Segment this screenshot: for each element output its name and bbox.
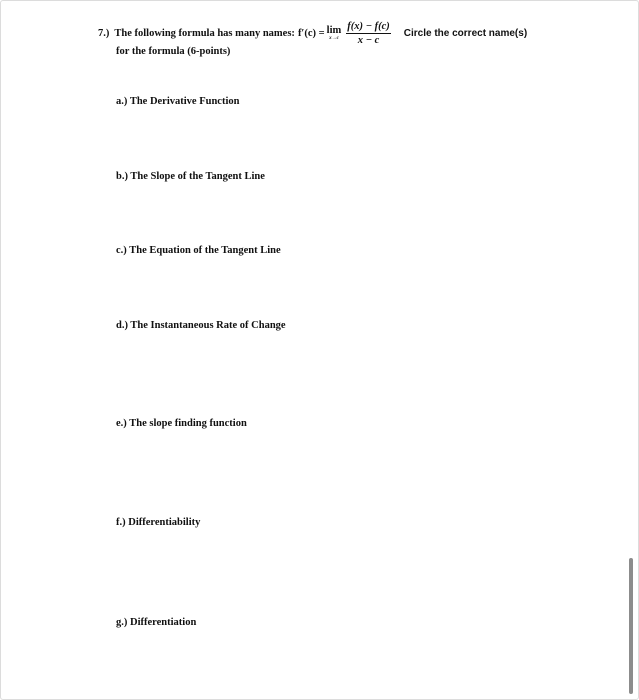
question-number: 7.) (98, 27, 110, 39)
choice-text: The Derivative Function (129, 96, 240, 107)
choice-label: d.) (116, 320, 128, 331)
choice-text: The Equation of the Tangent Line (129, 245, 281, 256)
choice-text: The slope finding function (129, 418, 247, 429)
choice-b[interactable] (116, 171, 265, 182)
instruction-text: Circle the correct name(s) (403, 27, 528, 39)
choice-label: b.) (116, 171, 128, 182)
choice-g[interactable] (116, 617, 196, 628)
question-line (98, 18, 527, 48)
choice-label: g.) (116, 617, 128, 628)
derivative-formula (298, 21, 394, 46)
fraction-numerator: f(x) − f(c) (347, 20, 390, 32)
choice-label: a.) (116, 96, 128, 107)
choice-label: c.) (116, 245, 127, 256)
choice-text: The Instantaneous Rate of Change (130, 320, 286, 331)
limit-operator (327, 25, 342, 41)
choice-label: e.) (116, 418, 127, 429)
question-text: The following formula has many names: (114, 27, 295, 39)
question-continuation: for the formula (6-points) (116, 46, 231, 57)
choice-e[interactable] (116, 418, 247, 429)
choice-label: f.) (116, 517, 126, 528)
choice-text: The Slope of the Tangent Line (130, 171, 265, 182)
vertical-scrollbar[interactable] (629, 558, 633, 694)
formula-lhs: f′(c) = (297, 27, 325, 39)
choice-text: Differentiability (128, 517, 201, 528)
choice-d[interactable] (116, 320, 286, 331)
choice-c[interactable] (116, 245, 281, 256)
difference-quotient (346, 21, 391, 46)
fraction-denominator: x − c (357, 34, 380, 46)
limit-text: lim (326, 25, 342, 36)
choice-text: Differentiation (130, 617, 197, 628)
limit-subscript: x→c (329, 36, 339, 41)
choice-a[interactable] (116, 96, 239, 107)
choice-f[interactable] (116, 517, 200, 528)
